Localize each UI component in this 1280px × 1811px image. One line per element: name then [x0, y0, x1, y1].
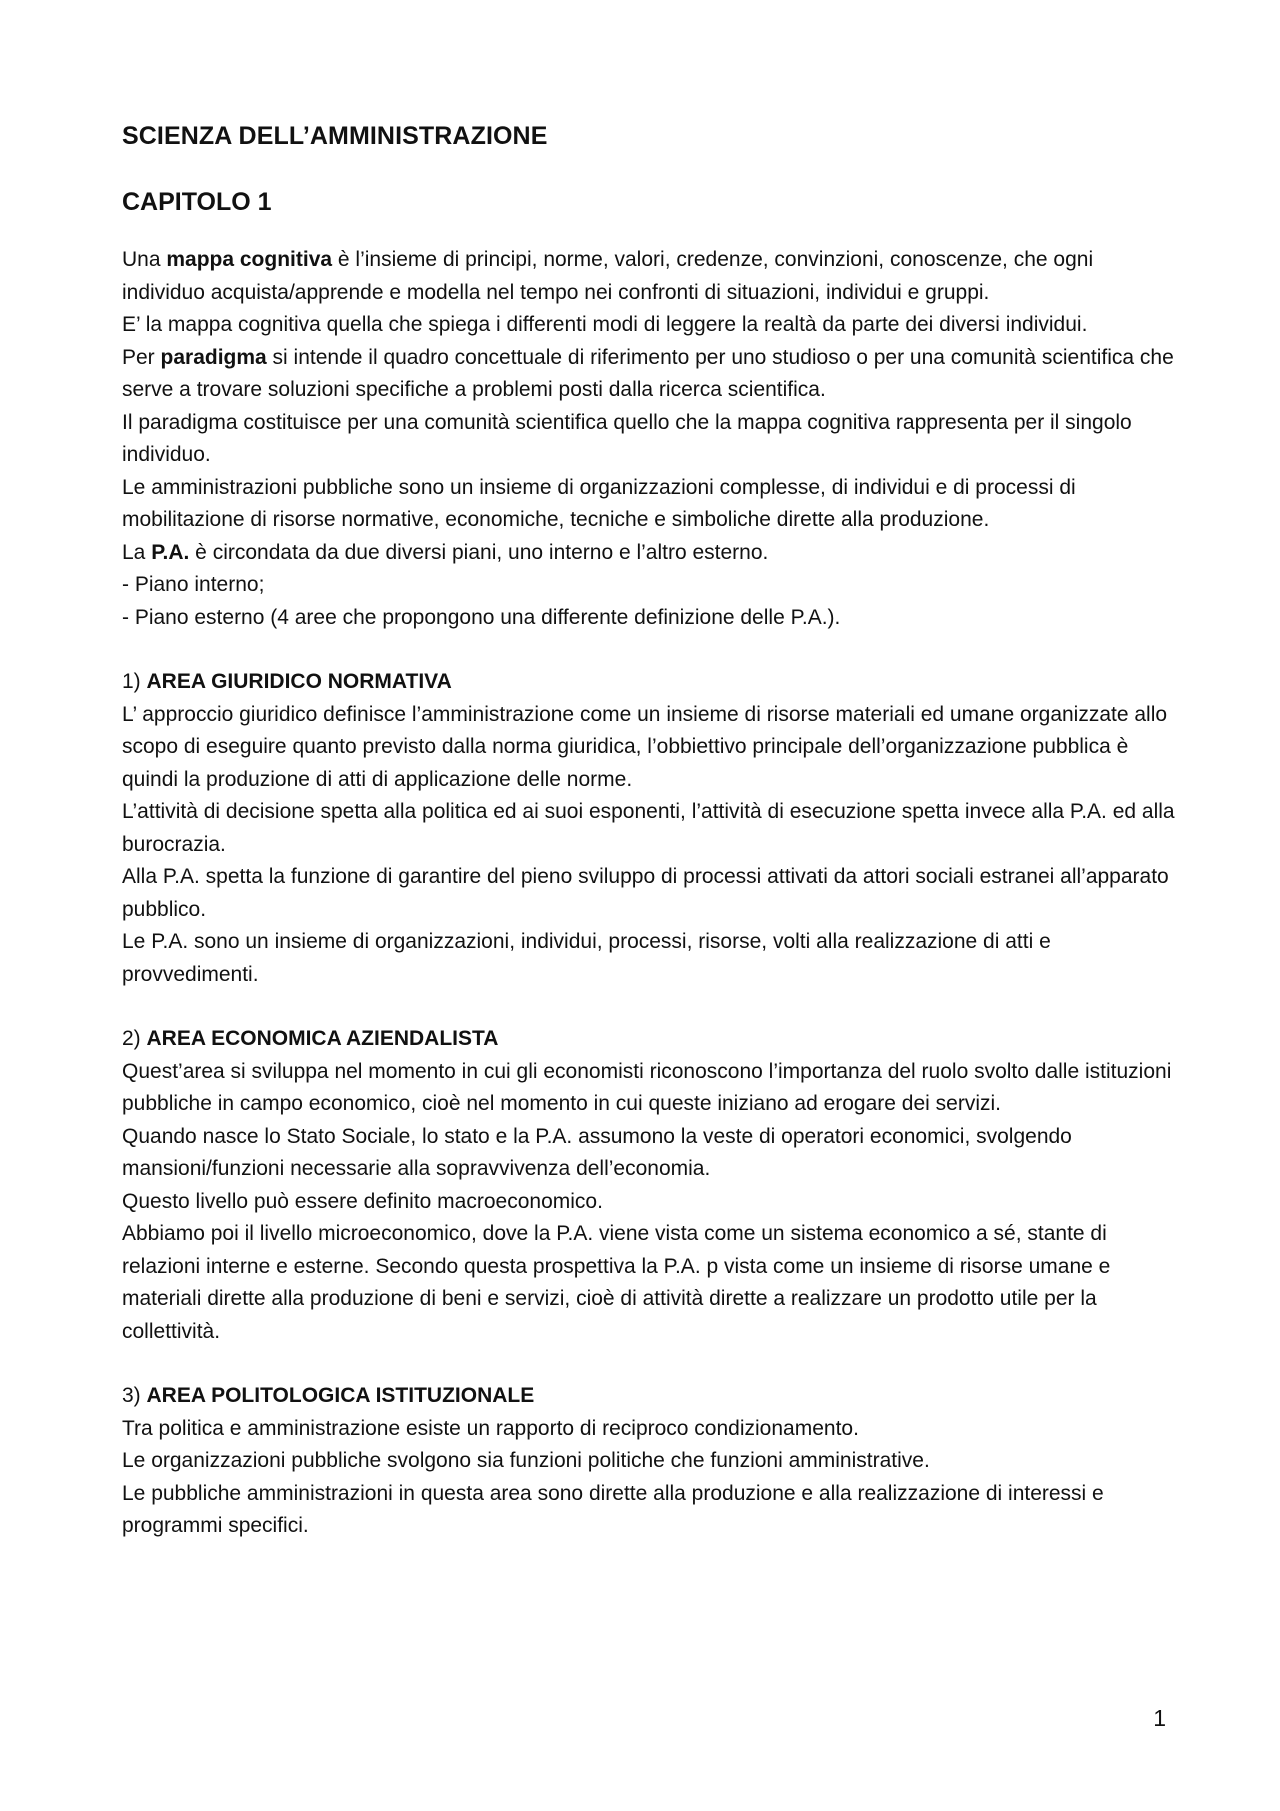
text-run: è circondata da due diversi piani, uno interno e l’altro esterno.: [189, 540, 769, 564]
term-pa: P.A.: [151, 540, 190, 564]
section-paragraph: Alla P.A. spetta la funzione di garantire del pieno sviluppo di processi attivati da attori sociali estranei all’apparato pubblico.: [122, 865, 1169, 921]
section-number: 3): [122, 1384, 147, 1407]
section-title: AREA ECONOMICA AZIENDALISTA: [146, 1027, 499, 1050]
section-heading: [122, 1023, 1178, 1056]
section-area-economica-aziendalista: [122, 1023, 1178, 1348]
section-number: 2): [122, 1027, 147, 1050]
section-paragraph: Le P.A. sono un insieme di organizzazioni, individui, processi, risorse, volti alla realizzazione di atti e provvedimenti.: [122, 930, 1051, 986]
section-title: AREA POLITOLOGICA ISTITUZIONALE: [146, 1384, 535, 1407]
list-item: - Piano esterno (4 aree che propongono una differente definizione delle P.A.).: [122, 605, 841, 629]
section-title: AREA GIURIDICO NORMATIVA: [146, 670, 452, 693]
intro-paragraph: [122, 244, 1178, 309]
section-paragraph: L’ approccio giuridico definisce l’amministrazione come un insieme di risorse materiali ed umane organizzate allo scopo di eseguire quanto previsto dalla norma giuridica, l’obbiettivo principale dell’organizzazione pubblica è quindi la produzione di atti di applicazione delle norme.: [122, 702, 1168, 791]
section-gap: [122, 991, 1178, 1023]
section-gap: [122, 634, 1178, 666]
section-paragraph: Abbiamo poi il livello microeconomico, dove la P.A. viene vista come un sistema economico a sé, stante di relazioni interne e esterne. Secondo questa prospettiva la P.A. p vista come un insieme di risorse umane e materiali dirette alla produzione di beni e servizi, cioè di attività dirette a realizzare un prodotto utile per la collettività.: [122, 1222, 1111, 1343]
section-paragraph: Questo livello può essere definito macroeconomico.: [122, 1189, 603, 1213]
section-paragraph: Quest’area si sviluppa nel momento in cui gli economisti riconoscono l’importanza del ruolo svolto dalle istituzioni pubbliche in campo economico, cioè nel momento in cui queste iniziano ad erogare dei servizi.: [122, 1059, 1172, 1115]
chapter-heading: CAPITOLO 1: [122, 188, 272, 216]
intro-paragraph: Le amministrazioni pubbliche sono un insieme di organizzazioni complesse, di individui e di processi di mobilitazione di risorse normative, economiche, tecniche e simboliche dirette alla produzione.: [122, 475, 1076, 531]
intro-section: [122, 244, 1178, 634]
list-item: - Piano interno;: [122, 573, 265, 596]
intro-paragraph: [122, 342, 1178, 407]
section-paragraph: Tra politica e amministrazione esiste un rapporto di reciproco condizionamento.: [122, 1416, 859, 1440]
section-number: 1): [122, 670, 147, 693]
term-mappa-cognitiva: mappa cognitiva: [166, 248, 333, 271]
text-run: Per: [122, 345, 161, 369]
section-area-giuridico-normativa: [122, 666, 1178, 991]
intro-paragraph: E’ la mappa cognitiva quella che spiega i differenti modi di leggere la realtà da parte dei diversi individui.: [122, 313, 1088, 336]
section-paragraph: Quando nasce lo Stato Sociale, lo stato e la P.A. assumono la veste di operatori economici, svolgendo mansioni/funzioni necessarie alla sopravvivenza dell’economia.: [122, 1124, 1072, 1180]
text-run: si intende il quadro concettuale di riferimento per uno studioso o per una comunità scientifica che serve a trovare soluzioni specifiche a problemi posti dalla ricerca scientifica.: [122, 345, 1174, 401]
text-run: è l’insieme di principi, norme, valori, credenze, convinzioni, conoscenze, che ogni individuo acquista/apprende e modella nel tempo nei confronti di situazioni, individui e gruppi.: [122, 248, 1094, 304]
section-paragraph: Le pubbliche amministrazioni in questa area sono dirette alla produzione e alla realizzazione di interessi e programmi specifici.: [122, 1481, 1104, 1537]
page-number: 1: [1153, 1705, 1166, 1731]
intro-paragraph: Il paradigma costituisce per una comunità scientifica quello che la mappa cognitiva rappresenta per il singolo individuo.: [122, 410, 1132, 466]
section-paragraph: L’attività di decisione spetta alla politica ed ai suoi esponenti, l’attività di esecuzione spetta invece alla P.A. ed alla burocrazia.: [122, 800, 1175, 856]
intro-paragraph: [122, 537, 1178, 570]
section-gap: [122, 1348, 1178, 1380]
section-heading: [122, 666, 1178, 699]
page-content: [122, 118, 1178, 1543]
text-run: Una: [122, 248, 167, 271]
section-heading: [122, 1380, 1178, 1413]
section-area-politologica-istituzionale: [122, 1380, 1178, 1543]
text-run: La: [122, 540, 152, 564]
section-paragraph: Le organizzazioni pubbliche svolgono sia funzioni politiche che funzioni amministrative.: [122, 1449, 930, 1472]
term-paradigma: paradigma: [160, 345, 267, 369]
document-title: SCIENZA DELL’AMMINISTRAZIONE: [122, 122, 548, 150]
